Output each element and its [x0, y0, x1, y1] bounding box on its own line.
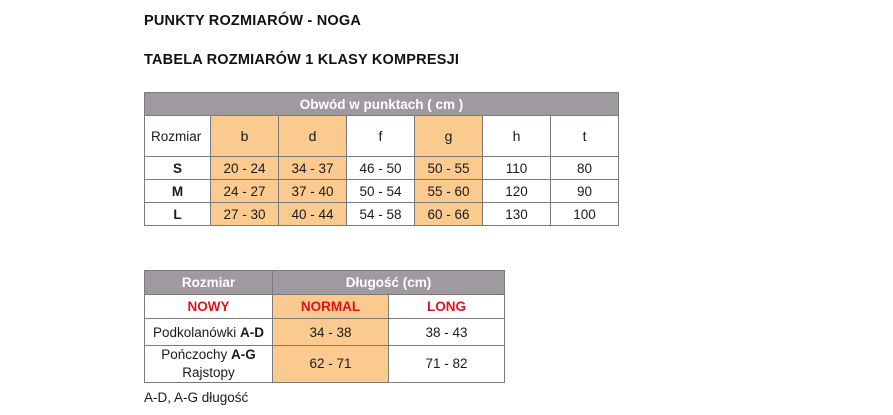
product-tights-text: Rajstopy	[182, 365, 235, 381]
cell-stockings-normal: 62 - 71	[273, 346, 389, 383]
cell-s-f: 46 - 50	[347, 157, 415, 180]
cell-m-t: 90	[551, 180, 619, 203]
cell-s-h: 110	[483, 157, 551, 180]
table1-col-header-t: t	[551, 116, 619, 157]
cell-s-g: 50 - 55	[415, 157, 483, 180]
cell-l-f: 54 - 58	[347, 203, 415, 226]
table1-col-header-b: b	[211, 116, 279, 157]
table1-col-header-d: d	[279, 116, 347, 157]
table2-subheader-normal: NORMAL	[273, 295, 389, 319]
table-row	[145, 203, 619, 226]
cell-m-g: 55 - 60	[415, 180, 483, 203]
table-row	[145, 319, 505, 346]
footnote-text: A-D, A-G długość	[144, 390, 249, 405]
cell-l-h: 130	[483, 203, 551, 226]
cell-s-d: 34 - 37	[279, 157, 347, 180]
table2-subheader-row	[145, 295, 505, 319]
table2-subheader-new: NOWY	[145, 295, 273, 319]
table2-header-length: Długość (cm)	[273, 271, 505, 295]
table-row	[145, 157, 619, 180]
cell-l-g: 60 - 66	[415, 203, 483, 226]
cell-m-b: 24 - 27	[211, 180, 279, 203]
cell-l-d: 40 - 44	[279, 203, 347, 226]
cell-s-b: 20 - 24	[211, 157, 279, 180]
table1-band-title: Obwód w punktach ( cm )	[145, 93, 619, 116]
table2-header-row	[145, 271, 505, 295]
cell-m-d: 37 - 40	[279, 180, 347, 203]
product-knee-high-text: Podkolanówki	[152, 324, 241, 340]
cell-l-b: 27 - 30	[211, 203, 279, 226]
cell-m-f: 50 - 54	[347, 180, 415, 203]
product-knee-high-range: A-D	[240, 324, 265, 340]
table2-header-size: Rozmiar	[145, 271, 273, 295]
page-title-primary: PUNKTY ROZMIARÓW - NOGA	[144, 13, 361, 29]
length-size-table	[144, 270, 505, 383]
table2-subheader-long: LONG	[389, 295, 505, 319]
cell-stockings-long: 71 - 82	[389, 346, 505, 383]
product-stockings-tights	[145, 346, 273, 383]
compression-size-table	[144, 92, 619, 226]
cell-l-t: 100	[551, 203, 619, 226]
table1-col-header-f: f	[347, 116, 415, 157]
cell-knee-high-normal: 34 - 38	[273, 319, 389, 346]
table-header-band-row	[145, 93, 619, 116]
product-knee-high	[145, 319, 273, 346]
page-title-secondary: TABELA ROZMIARÓW 1 KLASY KOMPRESJI	[144, 52, 460, 68]
size-label-s: S	[145, 157, 211, 180]
size-label-l: L	[145, 203, 211, 226]
table-column-header-row	[145, 116, 619, 157]
table-row	[145, 346, 505, 383]
cell-m-h: 120	[483, 180, 551, 203]
size-label-m: M	[145, 180, 211, 203]
product-stockings-range: A-G	[231, 347, 256, 362]
table1-col-header-g: g	[415, 116, 483, 157]
product-stockings-text: Pończochy	[161, 347, 232, 362]
cell-s-t: 80	[551, 157, 619, 180]
table1-row-label-header: Rozmiar	[145, 116, 211, 157]
table-row	[145, 180, 619, 203]
table1-col-header-h: h	[483, 116, 551, 157]
cell-knee-high-long: 38 - 43	[389, 319, 505, 346]
